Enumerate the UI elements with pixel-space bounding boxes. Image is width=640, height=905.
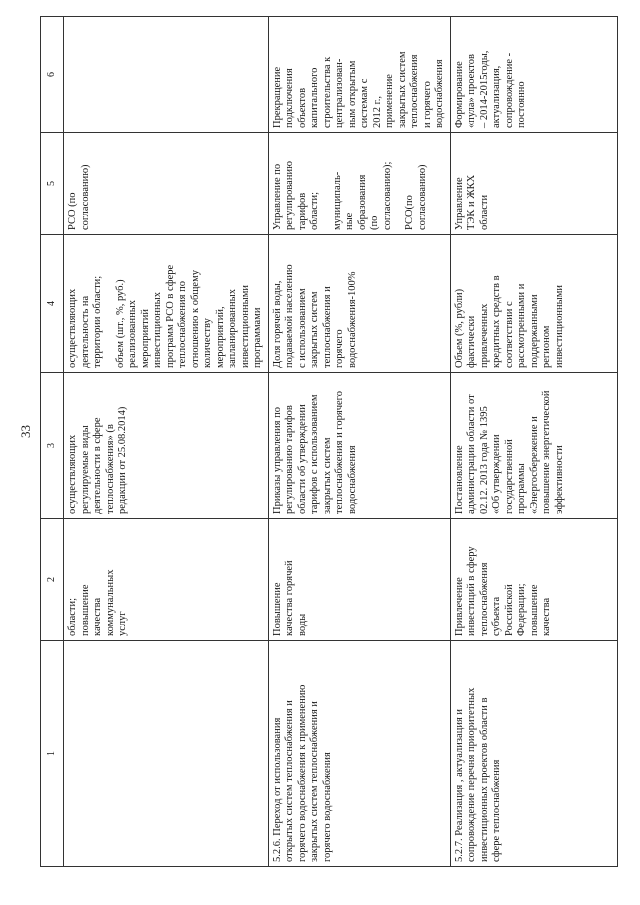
column-number: 4: [41, 235, 64, 373]
indicator-cell: [268, 235, 450, 373]
column-number: 6: [41, 17, 64, 133]
responsible-text: РСО(по согласованию): [404, 164, 428, 230]
responsible-text: Управление ТЭК и ЖКХ области: [453, 174, 490, 230]
column-number-row: [41, 17, 64, 867]
table-row: [268, 17, 450, 867]
rotated-table-container: [40, 17, 600, 867]
goal-cell: [64, 519, 269, 641]
result-cell: [64, 17, 269, 133]
indicator-text: Доля горячей воды, подаваемой населению с использованием закрытых систем теплоснабжения и горячего водоснабжения-100%: [271, 264, 358, 368]
responsible-cell: [268, 133, 450, 235]
goal-cell: [268, 519, 450, 641]
responsible-text: Управление по регулированию тарифов области;: [271, 161, 320, 230]
result-text: Формирование «пула» проектов – 2014-2015годы, актуализация, сопровождение - постоянно: [453, 50, 527, 128]
measure-cell: [64, 641, 269, 867]
result-text: Прекращение подключения объектов капитального строительства к централизован- ным открытым системам с 2012 г., применение закрытых систем теплоснабжения и горячего водоснабжения: [271, 51, 445, 128]
legal-act-cell: [64, 373, 269, 519]
goal-text: области; повышение качества коммунальных услуг: [67, 569, 128, 636]
measure-text: 5.2.6. Переход от использования открытых систем теплоснабжения и горячего водоснабжения к применению закрытых систем теплоснабжения и горячего водоснабжения: [271, 684, 333, 862]
responsible-cell: [450, 133, 617, 235]
legal-act-cell: [450, 373, 617, 519]
indicator-cell: [64, 235, 269, 373]
column-number: 3: [41, 373, 64, 519]
table-row: [64, 17, 269, 867]
column-number: 1: [41, 641, 64, 867]
goal-cell: [450, 519, 617, 641]
page-number: 33: [18, 425, 33, 438]
result-cell: [268, 17, 450, 133]
column-number: 5: [41, 133, 64, 235]
legal-act-text: Постановление администрации области от 02.12. 2013 года № 1395 «Об утверждении государственной программы «Энергосбережение и повышение энергетической эффективности: [453, 390, 565, 514]
indicator-text: осуществляющих деятельность на территории области;: [67, 275, 103, 368]
column-number: 2: [41, 519, 64, 641]
table-row: [450, 17, 617, 867]
responsible-cell: [64, 133, 269, 235]
measure-text: 5.2.7. Реализация , актуализация и сопровождение перечня приоритетных инвестиционных проектов области в сфере теплоснабжения: [453, 687, 502, 862]
goal-text: Повышение качества горячей воды: [271, 560, 308, 636]
measure-cell: [268, 641, 450, 867]
responsible-text: РСО (по согласованию): [67, 164, 91, 230]
indicator-cell: [450, 235, 617, 373]
legal-act-cell: [268, 373, 450, 519]
responsible-text: муниципаль- ные образования (по согласованию);: [331, 161, 393, 230]
program-measures-table: [40, 16, 618, 867]
goal-text: Привлечение инвестиций в сферу теплоснабжения субъекта Российской Федерации; повышение качества: [453, 546, 552, 636]
measure-cell: [450, 641, 617, 867]
legal-act-text: Приказы управления по регулированию тарифов области об утверждении тарифов с использованием закрытых систем теплоснабжения и горячего водоснабжения: [271, 391, 358, 514]
result-cell: [450, 17, 617, 133]
indicator-text: объем (шт., %, руб.) реализованных мероприятий инвестиционных программ РСО в сфере теплоснабжения по отношению к общему количеству мероприятий, запланированных инвестиционными программами: [114, 264, 263, 368]
indicator-text: Объем (%, рубли) фактически привлеченных кредитных средств в соответствии с рассмотренными и поддержанными регионом инвестиционными: [453, 275, 565, 368]
legal-act-text: осуществляющих регулируемые виды деятельности в сфере теплоснабжения» (в редакции от 25.08.2014): [67, 406, 128, 514]
